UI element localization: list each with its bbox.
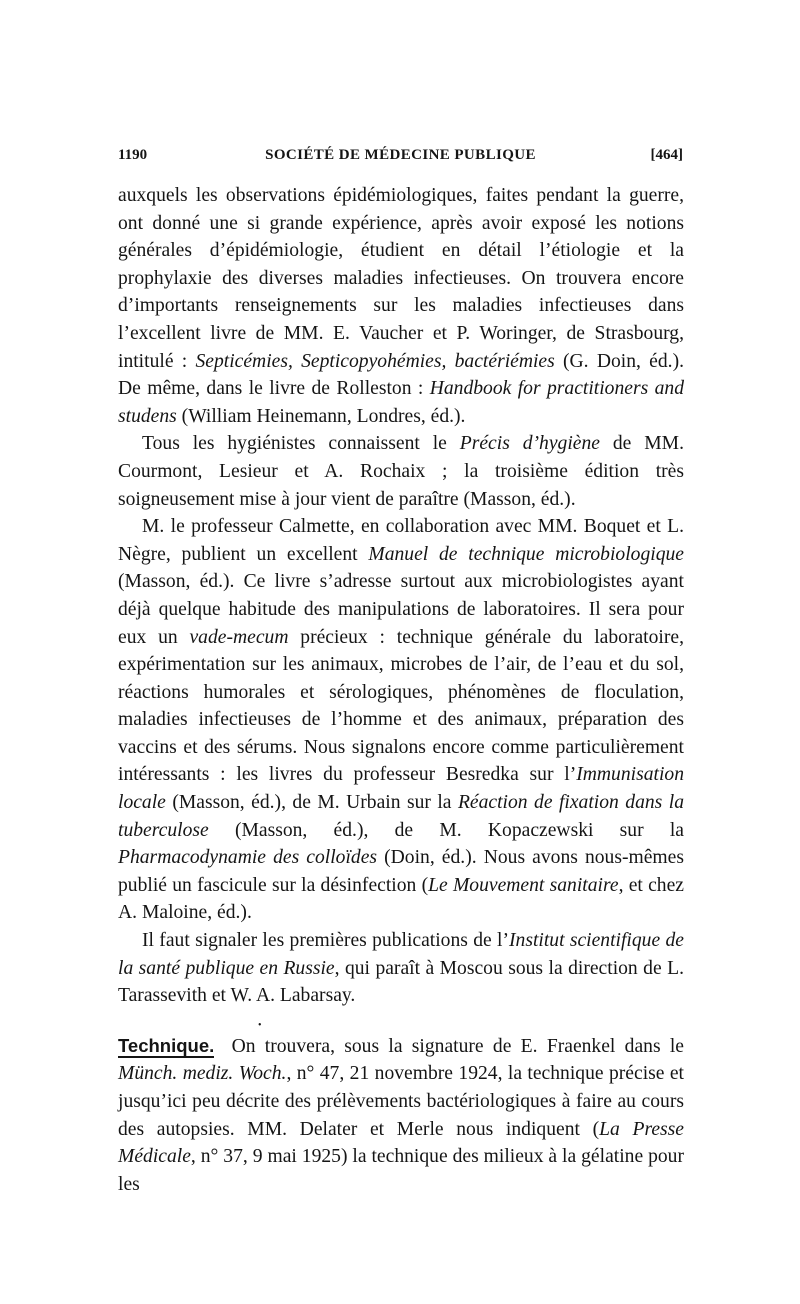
section-heading: Technique. — [118, 1034, 215, 1056]
page-number: 1190 — [118, 147, 148, 163]
paragraph-text: , qui paraît à Moscou sous la direction de L. Tarassevith et W. A. Labarsay. — [118, 957, 684, 1007]
paragraph-text: On trouvera, sous la signature de E. Fraenkel dans le — [222, 1035, 684, 1057]
book-title: Le Mouvement sanitaire — [428, 874, 619, 896]
paragraph-5 — [118, 1032, 684, 1199]
paragraph-3 — [118, 513, 684, 927]
paragraph-text: Tous les hygiénistes connaissent le — [142, 433, 460, 455]
paragraph-4 — [118, 927, 684, 1010]
book-title: Immunisation locale — [118, 764, 684, 814]
paragraph-text: , n° 47, 21 novembre 1924, la technique précise et jusqu’ici peu décrite des prélèvements bactériologiques à faire au cours des autopsies. MM. Delater et Merle nous indiquent ( — [118, 1063, 684, 1140]
book-title: Manuel de technique microbiologique — [368, 543, 684, 565]
paragraph-text: (G. Doin, éd.). De même, dans le livre de Rolleston : — [118, 350, 684, 400]
paragraph-text: , n° 37, 9 mai 1925) la technique des milieux à la gélatine pour les — [118, 1146, 684, 1195]
paragraph-text: précieux : technique générale du laboratoire, expérimentation sur les animaux, microbes de l’air, de l’eau et du sol, réactions humorales et sérologiques, phénomènes de floculation, maladies infectieuses de l’homme et des animaux, préparation des vaccins et des sérums. Nous signalons encore comme particulièrement intéressants : les livres du professeur Besredka sur l’ — [118, 626, 684, 786]
paragraph-text: M. le professeur Calmette, en collaboration avec MM. Boquet et L. Nègre, publient un excellent — [118, 516, 684, 565]
page-reference: [464] — [650, 147, 683, 163]
book-title: Septicémies, Septicopyohémies, bactériémies — [195, 350, 555, 372]
paragraph-text: auxquels les observations épidémiologiques, faites pendant la guerre, ont donné une si grande expérience, après avoir exposé les notions générales d’épidémiologie, étudient en détail l’étiologie et la prophylaxie des diverses maladies infectieuses. On trouvera encore d’importants renseignements sur les maladies infectieuses dans l’excellent livre de MM. E. Vaucher et P. Woringer, de Strasbourg, intitulé : — [118, 185, 684, 372]
journal-title: La Presse Médicale — [118, 1118, 684, 1168]
paragraph-text: (William Heinemann, Londres, éd.). — [176, 405, 466, 427]
book-title: Précis d’hygiène — [459, 433, 600, 455]
institution-name: Institut scientifique de la santé publique en Russie — [118, 930, 684, 979]
book-title: Pharmacodynamie des colloïdes — [118, 847, 378, 869]
book-title: Handbook for practitioners and studens — [118, 378, 684, 427]
italic-term: vade-mecum — [189, 626, 289, 648]
paragraph-text: (Doin, éd.). Nous avons nous-mêmes publié un fascicule sur la désinfection ( — [118, 847, 684, 896]
running-title: SOCIÉTÉ DE MÉDECINE PUBLIQUE — [265, 147, 536, 163]
paragraph-1 — [118, 182, 684, 430]
paragraph-2 — [118, 430, 684, 513]
journal-title: Münch. mediz. Woch. — [118, 1063, 287, 1085]
paragraph-text: de MM. Courmont, Lesieur et A. Rochaix ; la troisième édition très soigneusement mise à jour vient de paraître (Masson, éd.). — [118, 433, 684, 510]
book-title: Réaction de fixation dans la tuberculose — [118, 792, 684, 841]
paragraph-text: Il faut signaler les premières publications de l’ — [142, 930, 509, 952]
running-header — [118, 147, 683, 171]
section-separator — [258, 1010, 684, 1032]
paragraph-text: , et chez A. Maloine, éd.). — [118, 874, 685, 924]
paragraph-text: (Masson, éd.). Ce livre s’adresse surtout aux microbiologistes ayant déjà quelque habitude des manipulations de laboratoires. Il sera pour eux un — [118, 571, 684, 648]
separator-dot: • — [258, 1019, 262, 1031]
body-text — [118, 182, 684, 1198]
paragraph-text: (Masson, éd.), de M. Urbain sur la — [165, 792, 458, 814]
paragraph-text: (Masson, éd.), de M. Kopaczewski sur la — [208, 819, 684, 841]
